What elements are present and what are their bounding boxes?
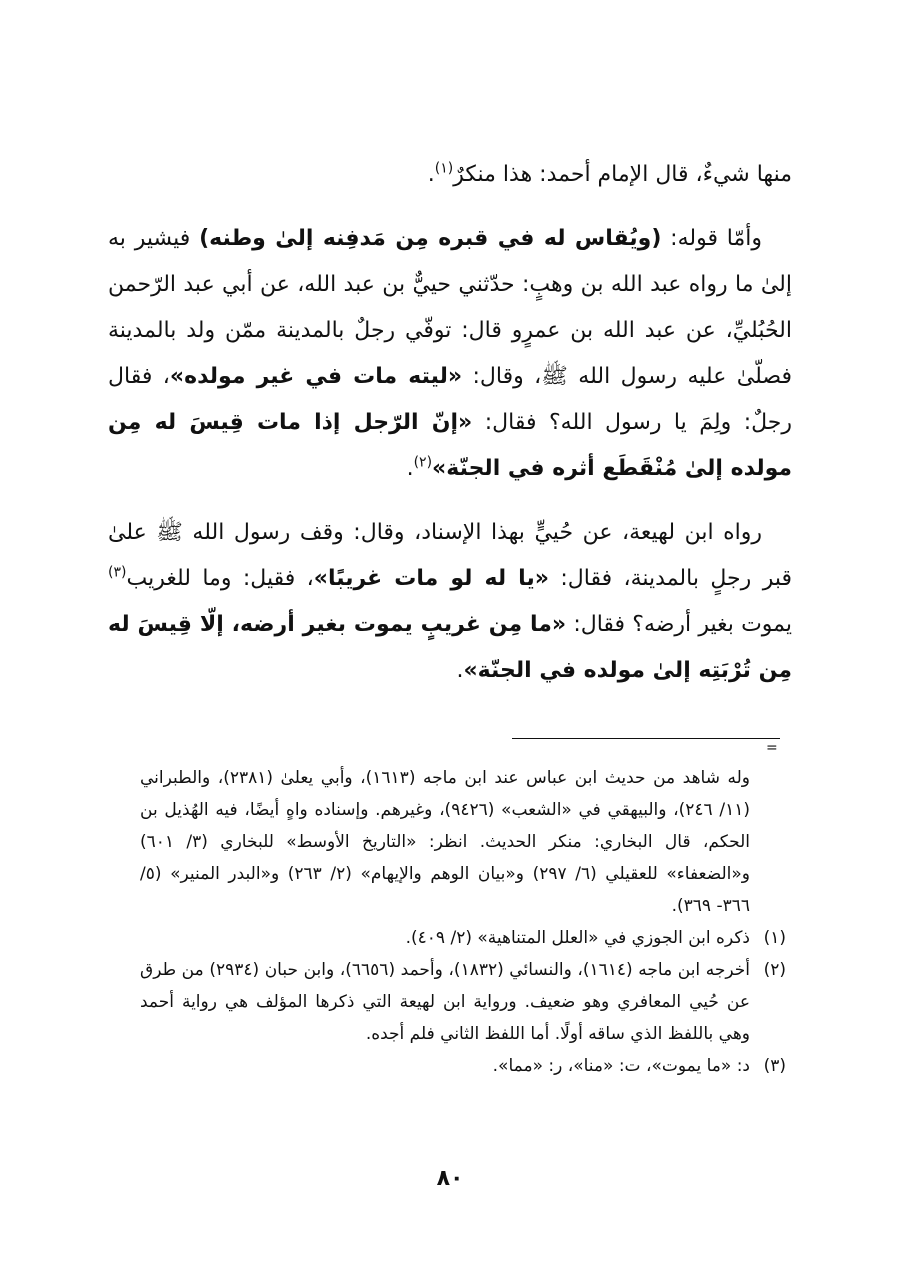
footnote-ref-3: (٣): [108, 564, 127, 581]
quoted-phrase: (ويُقاس له في قبره مِن مَدفِنه إلىٰ وطنه): [199, 226, 662, 251]
footnote-3: [140, 1050, 786, 1082]
footnote-2: [140, 954, 786, 1050]
footnote-ref-1: (١): [434, 160, 454, 177]
footnote-text: أخرجه ابن ماجه (١٦١٤)، والنسائي (١٨٣٢)، وأحمد (٦٦٥٦)، وابن حبان (٢٩٣٤) من طرق عن حُيي المعافري وهو ضعيف. ورواية ابن لهيعة التي ذكرها المؤلف هي رواية أحمد وهي باللفظ الذي ساقه أولًا. أما اللفظ الثاني فلم أجده.: [140, 960, 750, 1044]
footnote-1: [140, 922, 786, 954]
footnote-number: (٢): [763, 960, 786, 980]
continuation-mark: =: [766, 740, 778, 756]
footnote-number: (١): [763, 928, 786, 948]
page-number: ٨٠: [436, 1166, 464, 1191]
footnote-separator: [512, 738, 780, 739]
footnotes: [140, 762, 786, 1082]
main-text: [108, 152, 792, 694]
hadith-quote: «ليته مات في غير مولده»: [169, 364, 463, 389]
hadith-quote: «يا له لو مات غريبًا»: [313, 566, 549, 591]
footnote-ref-2: (٢): [413, 454, 433, 471]
footnote-continuation: وله شاهد من حديث ابن عباس عند ابن ماجه (١٦١٣)، وأبي يعلىٰ (٢٣٨١)، والطبراني (١١/ ٢٤٦)، والبيهقي في «الشعب» (٩٤٢٦)، وغيرهم. وإسناده واهٍ أيضًا، فيه الهُذيل بن الحكم، قال البخاري: منكر الحديث. انظر: «التاريخ الأوسط» للبخاري (٣/ ٦٠١) و«الضعفاء» للعقيلي (٦/ ٢٩٧) و«بيان الوهم والإيهام» (٢/ ٢٦٣) و«البدر المنير» (٥/ ٣٦٦- ٣٦٩).: [140, 768, 751, 916]
footnote-number: (٣): [763, 1056, 786, 1076]
paragraph-2: وأمّا قوله: (ويُقاس له في قبره مِن مَدفِنه إلىٰ وطنه) فيشير به إلىٰ ما رواه عبد الله بن وهبٍ: حدّثني حييٌّ بن عبد الله، عن أبي عبد الرّحمن الحُبُليِّ، عن عبد الله بن عمرٍو قال: توفّي رجلٌ بالمدينة ممّن ولد بالمدينة فصلّىٰ عليه رسول الله ﷺ، وقال: «ليته مات في غير مولده»، فقال رجلٌ: ولِمَ يا رسول الله؟ فقال: «إنّ الرّجل إذا مات قِيسَ له مِن مولده إلىٰ مُنْقَطَع أثره في الجنّة»$^{(٢)}$.: [108, 226, 792, 481]
footnote-text: د: «ما يموت»، ت: «منا»، ر: «مما».: [492, 1056, 750, 1076]
paragraph-1: منها شيءٌ، قال الإمام أحمد: هذا منكرٌ$^{(١)}$.: [427, 160, 792, 187]
footnote-text: ذكره ابن الجوزي في «العلل المتناهية» (٢/ ٤٠٩).: [405, 928, 750, 948]
paragraph-3: رواه ابن لهيعة، عن حُييٍّ بهذا الإسناد، وقال: وقف رسول الله ﷺ علىٰ قبر رجلٍ بالمدينة، فقال: «يا له لو مات غريبًا»، فقيل: وما للغريب$^{(٣)}$ يموت بغير أرضه؟ فقال: «ما مِن غريبٍ يموت بغير أرضه، إلّا قِيسَ له مِن تُرْبَتِه إلىٰ مولده في الجنّة».: [108, 520, 792, 683]
hadith-quote: «إنّ الرّجل إذا مات قِيسَ له مِن مولده إلىٰ مُنْقَطَع أثره في الجنّة»: [108, 410, 792, 481]
hadith-quote: «ما مِن غريبٍ يموت بغير أرضه، إلّا قِيسَ له مِن تُرْبَتِه إلىٰ مولده في الجنّة»: [108, 612, 792, 683]
